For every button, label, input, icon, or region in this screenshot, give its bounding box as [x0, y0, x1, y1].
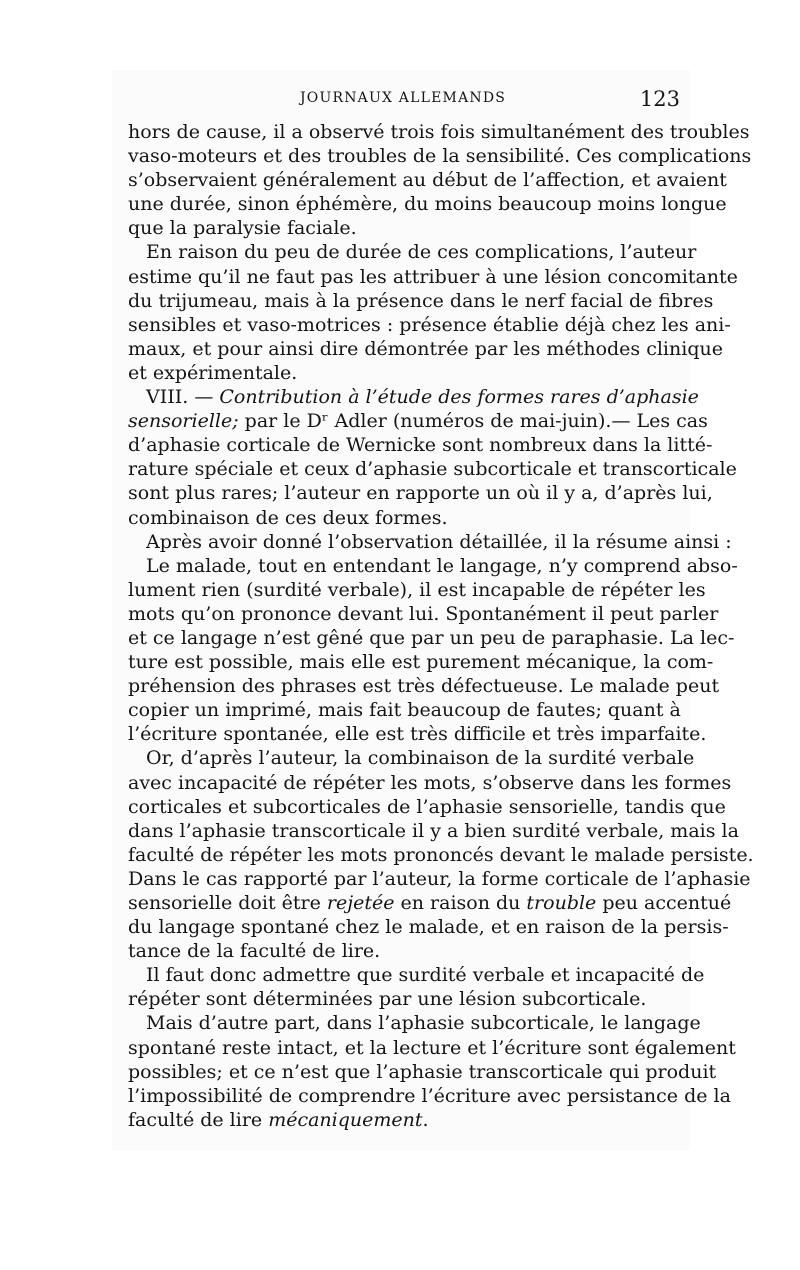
text-run: en raison du — [394, 892, 527, 914]
text-line: Le malade, tout en entendant le langage, n’y comprend abso- — [146, 554, 738, 577]
text-line: Dans le cas rapporté par l’auteur, la forme corticale de l’aphasie — [128, 867, 751, 890]
text-line: du langage spontané chez le malade, et en raison de la persis- — [128, 916, 729, 939]
text-line: maux, et pour ainsi dire démontrée par les méthodes clinique — [128, 337, 723, 360]
text-line: estime qu’il ne faut pas les attribuer à une lésion concomitante — [128, 265, 738, 288]
text-line: d’aphasie corticale de Wernicke sont nombreux dans la litté- — [128, 434, 713, 457]
text-run: sensorielle doit être — [128, 892, 327, 914]
emphasis: rejetée — [326, 892, 395, 914]
text-run: . — [422, 1108, 429, 1131]
text-line: Après avoir donné l’observation détaillée, il la résume ainsi : — [146, 530, 732, 553]
text-line: corticales et subcorticales de l’aphasie sensorielle, tandis que — [128, 795, 726, 818]
text-line: combinaison de ces deux formes. — [128, 506, 448, 529]
text-line: une durée, sinon éphémère, du moins beaucoup moins longue — [128, 193, 727, 216]
text-line: sont plus rares; l’auteur en rapporte un où il y a, d’après lui, — [128, 482, 713, 505]
text-line: En raison du peu de durée de ces complications, l’auteur — [146, 241, 697, 264]
text-line: avec incapacité de répéter les mots, s’observe dans les formes — [128, 771, 732, 794]
text-line: tance de la faculté de lire. — [128, 940, 381, 963]
article-title: Contribution à l’étude des formes rares d’aphasie — [219, 386, 699, 409]
text-line: faculté de répéter les mots prononcés devant le malade persiste. — [128, 843, 754, 866]
section-number: VIII. — — [146, 386, 220, 409]
article-title: sensorielle; — [128, 410, 239, 433]
text-line: Or, d’après l’auteur, la combinaison de la surdité verbale — [146, 747, 695, 770]
text-line: mots qu’on prononce devant lui. Spontanément il peut parler — [128, 602, 719, 625]
text-line: dans l’aphasie transcorticale il y a bien surdité verbale, mais la — [128, 819, 739, 842]
text-line: rature spéciale et ceux d’aphasie subcorticale et transcorticale — [128, 458, 737, 481]
text-line: sensibles et vaso-motrices : présence établie déjà chez les ani- — [128, 313, 731, 336]
text-run: faculté de lire — [128, 1108, 269, 1131]
text-line: du trijumeau, mais à la présence dans le nerf facial de fibres — [128, 289, 714, 312]
body-text — [128, 120, 754, 1132]
text-line: et expérimentale. — [128, 361, 298, 384]
text-line: spontané reste intact, et la lecture et l’écriture sont également — [128, 1036, 736, 1059]
emphasis: trouble — [526, 892, 597, 914]
text-line — [128, 891, 732, 915]
text-line: préhension des phrases est très défectueuse. Le malade peut — [128, 675, 720, 698]
text-run: par le Dʳ Adler (numéros de mai-juin).— Les cas — [238, 410, 708, 433]
text-line: hors de cause, il a observé trois fois simultanément des troubles — [128, 121, 750, 143]
page-number: 123 — [639, 87, 680, 111]
text-line: copier un imprimé, mais fait beaucoup de fautes; quant à — [128, 699, 681, 722]
text-line: Il faut donc admettre que surdité verbale et incapacité de — [146, 964, 705, 987]
text-line: répéter sont déterminées par une lésion subcorticale. — [128, 988, 647, 1011]
text-line: et ce langage n’est gêné que par un peu de paraphasie. La lec- — [128, 626, 735, 649]
running-head — [300, 87, 680, 112]
text-line: que la paralysie faciale. — [128, 217, 357, 240]
emphasis: mécaniquement — [268, 1108, 423, 1131]
text-line: vaso-moteurs et des troubles de la sensibilité. Ces complications — [128, 145, 752, 168]
text-line: possibles; et ce n’est que l’aphasie transcorticale qui produit — [128, 1060, 717, 1083]
text-run: peu accentué — [596, 892, 732, 914]
text-line: lument rien (surdité verbale), il est incapable de répéter les — [128, 578, 706, 601]
text-line: ture est possible, mais elle est purement mécanique, la com- — [128, 651, 714, 674]
text-line — [128, 409, 708, 433]
text-line: l’écriture spontanée, elle est très difficile et très imparfaite. — [128, 723, 707, 746]
text-line: Mais d’autre part, dans l’aphasie subcorticale, le langage — [146, 1012, 701, 1035]
section-heading-line — [128, 385, 699, 409]
text-line: l’impossibilité de comprendre l’écriture avec persistance de la — [128, 1084, 731, 1107]
text-line — [128, 1108, 676, 1132]
running-title: JOURNAUX ALLEMANDS — [300, 90, 507, 106]
text-line: s’observaient généralement au début de l’affection, et avaient — [128, 169, 727, 192]
